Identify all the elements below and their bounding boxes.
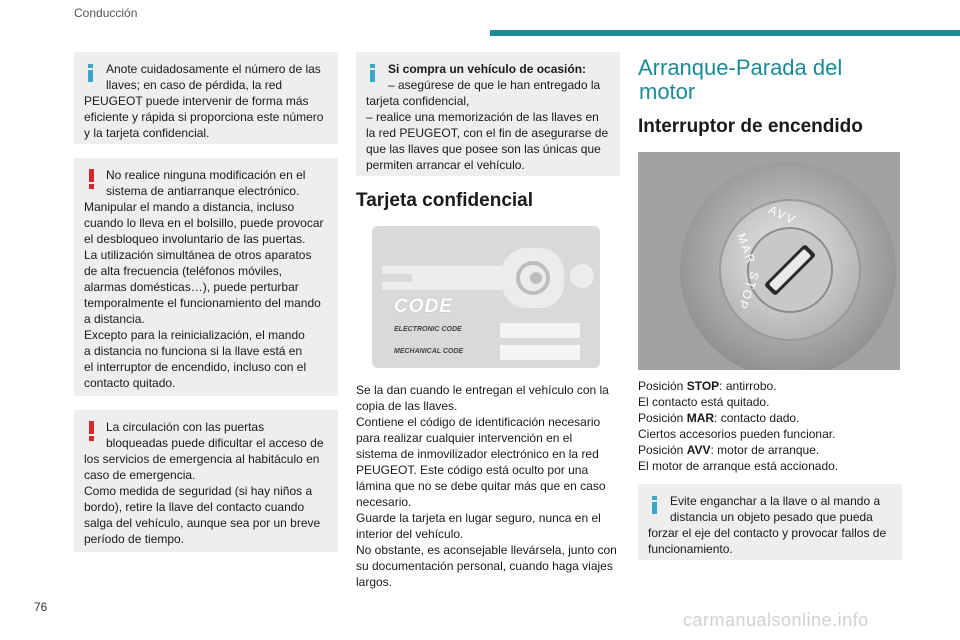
- info-icon: [370, 64, 375, 82]
- body-line: necesario.: [356, 495, 412, 509]
- position-avv-desc: El motor de arranque está accionado.: [638, 459, 839, 473]
- note-line: forzar el eje del contacto y provocar fallos de: [648, 526, 887, 540]
- info-note-llave: [638, 484, 902, 560]
- note-line: la red PEUGEOT, con el fin de asegurarse de: [366, 126, 609, 140]
- warning-line: a distancia no funciona si la llave está en: [84, 344, 303, 358]
- warning-line: La circulación con las puertas: [106, 420, 265, 434]
- card-mechanical-field: [500, 345, 580, 360]
- note-line: Anote cuidadosamente el número de las: [106, 62, 321, 76]
- info-note-keys: [74, 52, 338, 144]
- note-line: llaves; en caso de pérdida, la red: [106, 78, 283, 92]
- card-electronic-field: [500, 323, 580, 338]
- warning-icon: [89, 169, 94, 189]
- warning-line: temporalmente el funcionamiento del mando: [84, 296, 321, 310]
- info-icon: [88, 64, 93, 82]
- warning-icon: [89, 421, 94, 441]
- body-line: su documentación personal, cuando haga viajes: [356, 559, 613, 573]
- note-line: – asegúrese de que le han entregado la: [388, 78, 601, 92]
- body-line: Se la dan cuando le entregan el vehículo con la: [356, 383, 609, 397]
- positions-list: [638, 378, 902, 474]
- ignition-label-mar: MAR: [734, 231, 759, 267]
- section-title: Arranque-Parada del motor: [638, 55, 843, 104]
- warning-line: de alta frecuencia (teléfonos móviles,: [84, 264, 283, 278]
- note-line: distancia un objeto pesado que pueda: [670, 510, 873, 524]
- ignition-label-avv: AVV: [766, 202, 799, 228]
- heading-interruptor-encendido: Interruptor de encendido: [638, 116, 863, 137]
- position-mar-desc: Ciertos accesorios pueden funcionar.: [638, 427, 836, 441]
- warning-line: a distancia.: [84, 312, 145, 326]
- warning-line: el desbloqueo involuntario de las puertas.: [84, 232, 306, 246]
- warning-line: La utilización simultánea de otros aparatos: [84, 248, 312, 262]
- note-title: Si compra un vehículo de ocasión:: [388, 62, 587, 76]
- column-1: [74, 52, 338, 566]
- body-line: interior del vehículo.: [356, 527, 464, 541]
- note-line: funcionamiento.: [648, 542, 733, 556]
- warning-line: salga del vehículo, aunque sea por un breve: [84, 516, 321, 530]
- body-line: No obstante, es aconsejable llevársela, junto con: [356, 543, 617, 557]
- body-line: PEUGEOT. Este código está oculto por una: [356, 463, 589, 477]
- warning-line: Como medida de seguridad (si hay niños a: [84, 484, 313, 498]
- position-stop-desc: El contacto está quitado.: [638, 395, 770, 409]
- heading-tarjeta-confidencial: Tarjeta confidencial: [356, 190, 534, 211]
- note-line: que las llaves que posee son las únicas que: [366, 142, 601, 156]
- warning-line: bloqueadas puede dificultar el acceso de: [106, 436, 324, 450]
- running-header: Conducción: [74, 6, 138, 20]
- warning-line: caso de emergencia.: [84, 468, 196, 482]
- watermark: carmanualsonline.info: [683, 610, 869, 630]
- page-number: 76: [34, 600, 48, 614]
- note-line: eficiente y rápida si proporciona este número: [84, 110, 324, 124]
- card-code-label: CODE: [394, 296, 453, 317]
- warning-line: cuando lo lleva en el bolsillo, puede provocar: [84, 216, 324, 230]
- warning-line: bordo), retire la llave del contacto cuando: [84, 500, 305, 514]
- ignition-label-stop: STOP: [734, 269, 762, 313]
- note-line: Evite enganchar a la llave o al mando a: [670, 494, 881, 508]
- warning-line: No realice ninguna modificación en el: [106, 168, 306, 182]
- note-line: permiten arrancar el vehículo.: [366, 158, 525, 172]
- warning-line: alarmas domésticas…), puede perturbar: [84, 280, 299, 294]
- column-3: [638, 52, 902, 574]
- body-line: copia de las llaves.: [356, 399, 458, 413]
- warning-antiarranque: [74, 158, 338, 396]
- warning-line: contacto quitado.: [84, 376, 176, 390]
- tarjeta-body: [356, 382, 620, 590]
- body-line: sistema de inmovilizador electrónico en la red: [356, 447, 599, 461]
- position-avv: Posición AVV: motor de arranque.: [638, 443, 820, 457]
- note-line: tarjeta confidencial,: [366, 94, 470, 108]
- body-line: Contiene el código de identificación necesario: [356, 415, 601, 429]
- header-accent-bar: [490, 30, 960, 36]
- info-note-ocasion: [356, 52, 620, 176]
- position-mar: Posición MAR: contacto dado.: [638, 411, 800, 425]
- warning-line: sistema de antiarranque electrónico.: [106, 184, 300, 198]
- note-line: PEUGEOT puede intervenir de forma más: [84, 94, 309, 108]
- body-line: para realizar cualquier intervención en el: [356, 431, 573, 445]
- ignition-switch-image: [638, 152, 900, 370]
- position-stop: Posición STOP: antirrobo.: [638, 379, 777, 393]
- body-line: lámina que no se debe quitar más que en caso: [356, 479, 606, 493]
- column-2: [356, 52, 620, 590]
- ignition-lock-icon: [638, 152, 900, 370]
- warning-line: período de tiempo.: [84, 532, 185, 546]
- note-line: – realice una memorización de las llaves en: [366, 110, 599, 124]
- warning-line: el interruptor de encendido, incluso con el: [84, 360, 307, 374]
- warning-puertas: [74, 410, 338, 552]
- card-electronic-label: ELECTRONIC CODE: [394, 326, 462, 333]
- note-line: y la tarjeta confidencial.: [84, 126, 210, 140]
- card-mechanical-label: MECHANICAL CODE: [394, 348, 464, 355]
- warning-line: Manipular el mando a distancia, incluso: [84, 200, 295, 214]
- body-line: Guarde la tarjeta en lugar seguro, nunca en el: [356, 511, 601, 525]
- info-icon: [652, 496, 657, 514]
- warning-line: los servicios de emergencia al habitáculo en: [84, 452, 320, 466]
- confidential-card-image: [372, 226, 600, 368]
- body-line: largos.: [356, 575, 393, 589]
- warning-line: Excepto para la reinicialización, el mando: [84, 328, 305, 342]
